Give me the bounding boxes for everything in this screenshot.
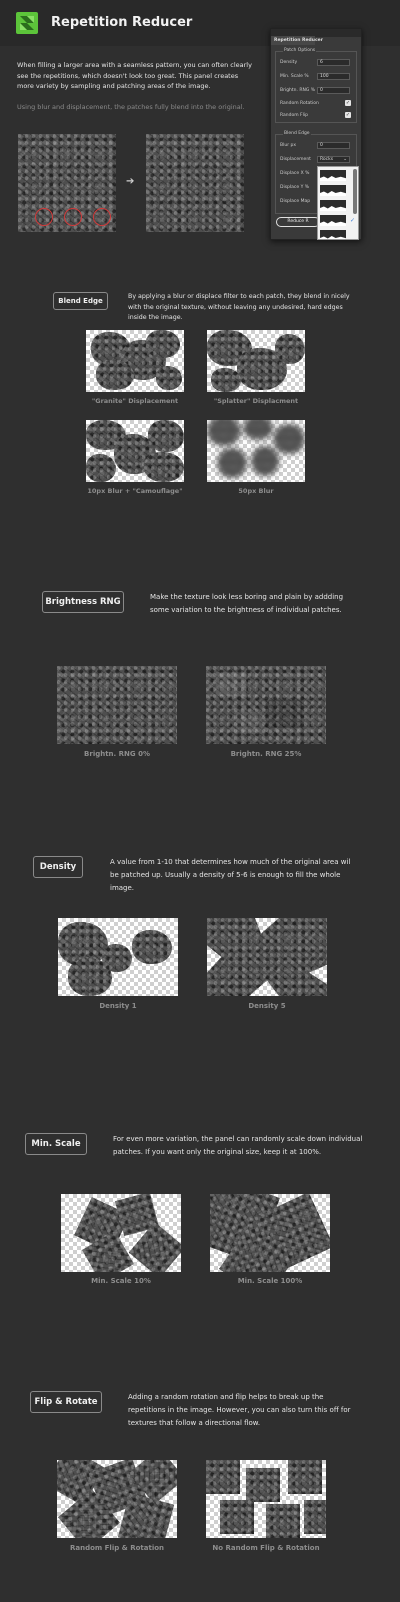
- image-caption: 10px Blur + "Camouflage": [87, 487, 183, 495]
- image-caption: Brightn. RNG 25%: [230, 750, 302, 758]
- displace-map-option[interactable]: [320, 170, 346, 181]
- density-label: Density: [280, 60, 298, 65]
- image-caption: Density 1: [99, 1002, 137, 1010]
- brightness-0-image: [57, 666, 177, 744]
- brightness-field[interactable]: 0: [317, 87, 350, 94]
- repetition-marker: [64, 208, 82, 226]
- app-title: Repetition Reducer: [51, 15, 193, 30]
- image-caption: "Granite" Displacement: [91, 397, 179, 405]
- displace-map-label: Displace Map: [280, 199, 311, 204]
- after-image: [146, 134, 244, 232]
- random-rotation-checkbox[interactable]: [345, 100, 351, 106]
- min-scale-100-image: [210, 1194, 330, 1272]
- displace-y-label: Displace Y %: [280, 185, 310, 190]
- dropdown-scrollbar[interactable]: [353, 169, 357, 214]
- check-icon: ✓: [350, 217, 356, 224]
- flip-rotate-button[interactable]: Flip & Rotate: [30, 1391, 102, 1413]
- blur-50px-image: [207, 420, 305, 482]
- displacement-value: Rocks: [320, 157, 334, 162]
- density-text: A value from 1-10 that determines how much of the original area wil be patched up. Usually a density of 5-6 is enough to fill the whole image.: [110, 858, 351, 892]
- displace-map-option[interactable]: [320, 215, 346, 226]
- repetition-marker: [93, 208, 111, 226]
- random-flip-checkbox[interactable]: [345, 112, 351, 118]
- image-caption: 50px Blur: [238, 487, 274, 495]
- displace-map-dropdown[interactable]: [317, 166, 359, 240]
- blend-edge-legend: Blend Edge: [284, 131, 310, 136]
- brightness-rng-text: Make the texture look less boring and plain by addding some variation to the brightness of individual patches.: [150, 593, 344, 614]
- displace-map-option[interactable]: [320, 200, 346, 211]
- panel-tab[interactable]: Repetition Reducer: [271, 36, 315, 45]
- random-flip-rotation-image: [57, 1460, 177, 1538]
- density-5-image: [207, 918, 327, 996]
- image-caption: Min. Scale 10%: [91, 1277, 151, 1285]
- before-image: [18, 134, 116, 232]
- brightness-25-image: [206, 666, 326, 744]
- image-caption: Density 5: [248, 1002, 286, 1010]
- min-scale-10-image: [61, 1194, 181, 1272]
- min-scale-field[interactable]: 100: [317, 73, 350, 80]
- check-icon: ✓: [345, 112, 351, 118]
- density-1-image: [58, 918, 178, 996]
- logo-icon: [16, 12, 38, 34]
- granite-displacement-image: [86, 330, 184, 392]
- check-icon: ✓: [345, 100, 351, 106]
- brightness-rng-button[interactable]: Brightness RNG: [42, 591, 124, 613]
- displacement-select[interactable]: [317, 156, 350, 163]
- image-caption: Random Flip & Rotation: [69, 1544, 165, 1552]
- density-button[interactable]: Density: [33, 856, 83, 878]
- blur-camouflage-image: [86, 420, 184, 482]
- arrow-right-icon: ➔: [126, 176, 135, 187]
- min-scale-label: Min. Scale %: [280, 74, 309, 79]
- image-caption: No Random Flip & Rotation: [212, 1544, 320, 1552]
- patch-options-legend: Patch Options: [284, 48, 316, 53]
- image-caption: Brightn. RNG 0%: [84, 750, 150, 758]
- splatter-displacement-image: [207, 330, 305, 392]
- intro-muted-text: Using blur and displacement, the patches fully blend into the original.: [17, 103, 245, 111]
- displace-map-option[interactable]: [320, 185, 346, 196]
- displacement-label: Displacement: [280, 157, 311, 162]
- displace-map-option[interactable]: [320, 230, 346, 240]
- flip-rotate-text: Adding a random rotation and flip helps to break up the repetitions in the image. However, you can also turn this off for textures that follow a directional flow.: [128, 1393, 351, 1427]
- intro-text: When filling a larger area with a seamless pattern, you can often clearly see the repetitions, which doesn't look too great. This panel creates more variety by sampling and patching areas of the image.: [17, 61, 252, 90]
- brightness-label: Brightn. RNG %: [280, 88, 316, 93]
- blur-field[interactable]: 0: [317, 142, 350, 149]
- chevron-down-icon: ⌄: [343, 157, 347, 162]
- blend-edge-button[interactable]: Blend Edge: [53, 292, 108, 310]
- image-caption: Min. Scale 100%: [237, 1277, 303, 1285]
- random-rotation-label: Random Rotation: [280, 101, 319, 106]
- repetition-marker: [35, 208, 53, 226]
- min-scale-button[interactable]: Min. Scale: [25, 1133, 87, 1155]
- density-field[interactable]: 6: [317, 59, 350, 66]
- image-caption: "Splatter" Displacment: [213, 397, 299, 405]
- repetition-reducer-panel: [270, 28, 362, 240]
- blend-edge-text: By applying a blur or displace filter to each patch, they blend in nicely with the original texture, without leaving any undesired, hard edges inside the image.: [128, 293, 350, 321]
- displace-x-label: Displace X %: [280, 171, 310, 176]
- random-flip-label: Random Flip: [280, 113, 309, 118]
- min-scale-text: For even more variation, the panel can randomly scale down individual patches. If you want only the original size, keep it at 100%.: [113, 1135, 363, 1156]
- no-random-flip-rotation-image: [206, 1460, 326, 1538]
- blur-label: Blur px: [280, 143, 296, 148]
- reduce-button[interactable]: Reduce R: [276, 217, 320, 227]
